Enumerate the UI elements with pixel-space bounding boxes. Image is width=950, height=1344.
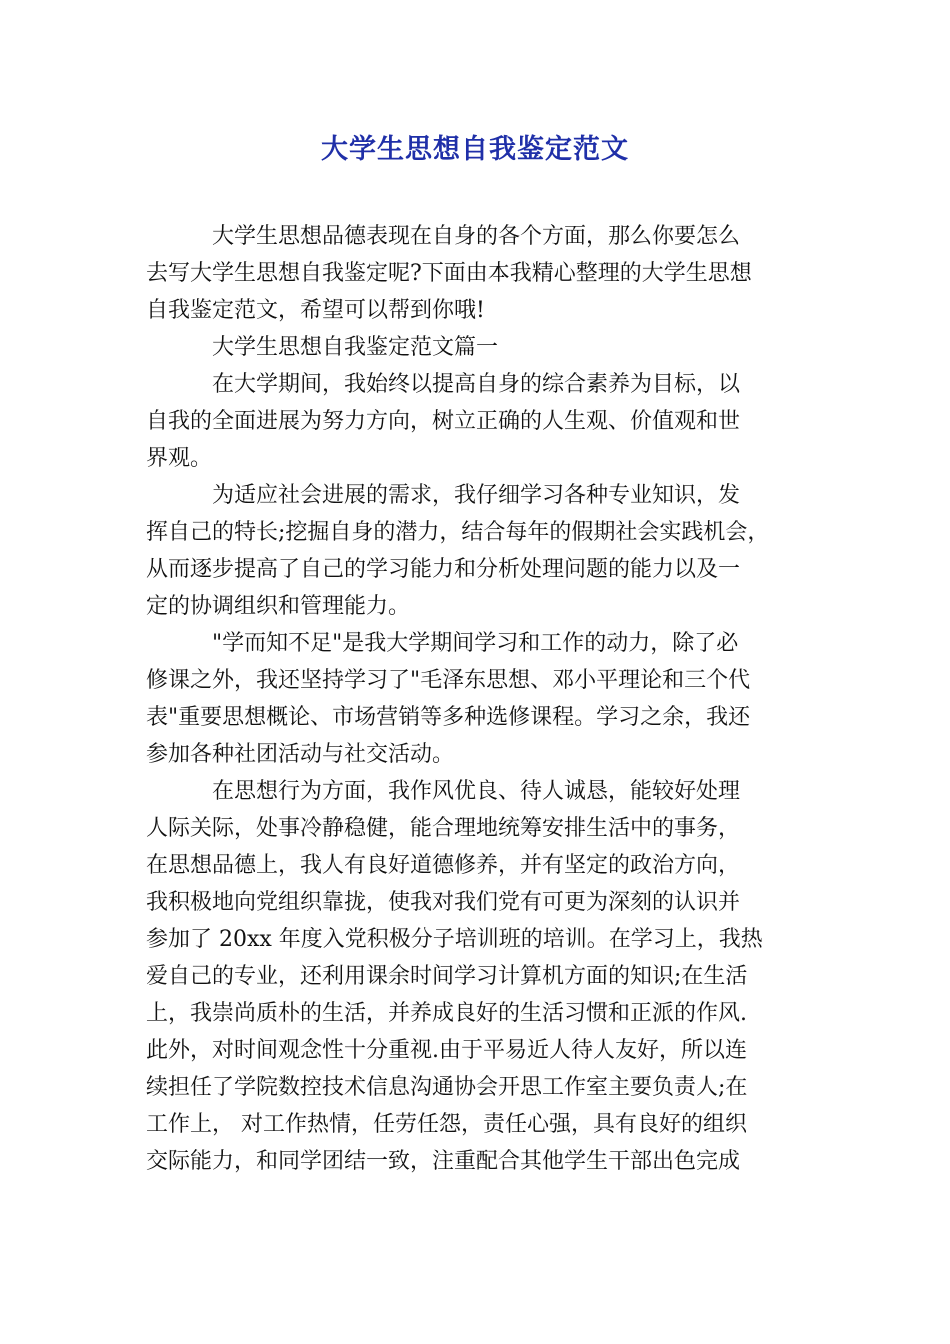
text-line: 爱自己的专业，还利用课余时间学习计算机方面的知识;在生活 [146, 964, 748, 989]
text-line: 在思想品德上，我人有良好道德修养，并有坚定的政治方向， [146, 853, 741, 878]
text-line: 表"重要思想概论、市场营销等多种选修课程。学习之余，我还 [146, 705, 751, 730]
document-body [146, 218, 814, 1180]
text-line: 自我鉴定范文，希望可以帮到你哦! [146, 298, 485, 323]
text-line: 界观。 [146, 446, 213, 471]
text-line: 在大学期间，我始终以提高自身的综合素养为目标，以 [212, 372, 741, 397]
text-line: 在思想行为方面，我作风优良、待人诚恳，能较好处理 [212, 779, 741, 804]
text-line: 从而逐步提高了自己的学习能力和分析处理问题的能力以及一 [146, 557, 741, 582]
text-line: 定的协调组织和管理能力。 [146, 594, 411, 619]
document-title: 大学生思想自我鉴定范文 [321, 134, 629, 165]
text-line: 参加各种社团活动与社交活动。 [146, 742, 455, 767]
text-line: 修课之外，我还坚持学习了"毛泽东思想、邓小平理论和三个代 [146, 668, 751, 693]
text-line: 去写大学生思想自我鉴定呢?下面由本我精心整理的大学生思想 [146, 261, 752, 286]
text-line: 参加了 20xx 年度入党积极分子培训班的培训。在学习上，我热 [146, 927, 763, 952]
text-line: 我积极地向党组织靠拢，使我对我们党有可更为深刻的认识并 [146, 890, 741, 915]
text-line: "学而知不足"是我大学期间学习和工作的动力，除了必 [212, 631, 739, 656]
text-line: 上，我崇尚质朴的生活，并养成良好的生活习惯和正派的作风. [146, 1001, 747, 1026]
text-line: 自我的全面进展为努力方向，树立正确的人生观、价值观和世 [146, 409, 741, 434]
text-line: 大学生思想品德表现在自身的各个方面，那么你要怎么 [212, 224, 741, 249]
section-heading: 大学生思想自我鉴定范文篇一 [212, 335, 499, 360]
text-line: 挥自己的特长;挖掘自身的潜力，结合每年的假期社会实践机会， [146, 520, 770, 545]
text-line: 此外，对时间观念性十分重视.由于平易近人待人友好，所以连 [146, 1038, 747, 1063]
text-line: 续担任了学院数控技术信息沟通协会开思工作室主要负责人;在 [146, 1075, 748, 1100]
text-line: 工作上， 对工作热情，任劳任怨，责任心强，具有良好的组织 [146, 1112, 747, 1137]
text-line: 交际能力，和同学团结一致，注重配合其他学生干部出色完成 [146, 1149, 741, 1174]
text-line: 为适应社会进展的需求，我仔细学习各种专业知识，发 [212, 483, 741, 508]
text-line: 人际关际，处事冷静稳健，能合理地统筹安排生活中的事务， [146, 816, 741, 841]
